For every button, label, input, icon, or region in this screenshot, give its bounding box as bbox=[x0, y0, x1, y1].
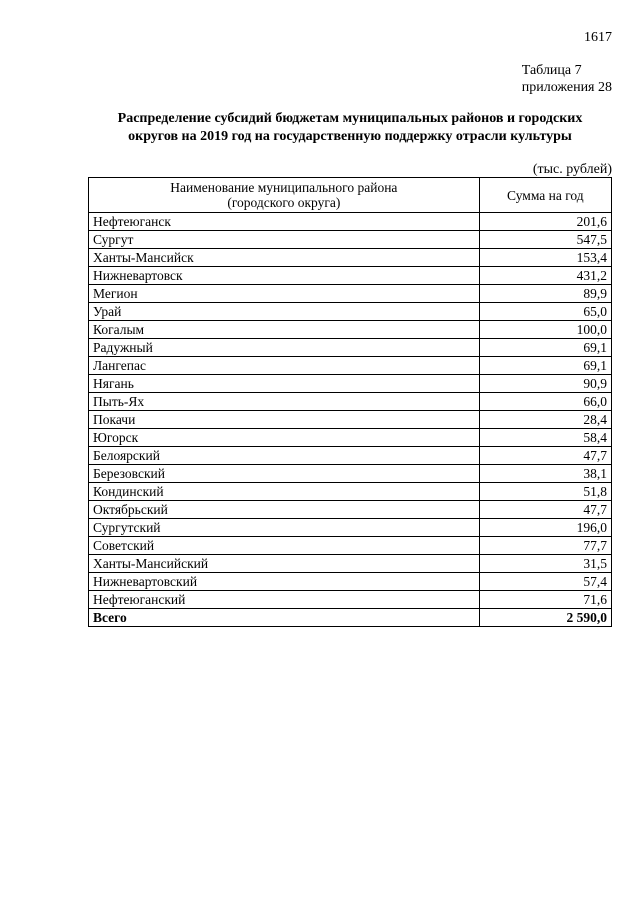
row-name: Нягань bbox=[89, 375, 480, 393]
table-row bbox=[89, 231, 612, 249]
row-sum: 28,4 bbox=[479, 411, 611, 429]
table-reference bbox=[522, 62, 612, 96]
table-reference-line2: приложения 28 bbox=[521, 80, 612, 95]
table-row bbox=[89, 465, 612, 483]
row-name: Сургут bbox=[89, 231, 480, 249]
header-name-line1: Наименование муниципального района bbox=[170, 180, 398, 195]
row-name: Березовский bbox=[89, 465, 480, 483]
row-name: Пыть-Ях bbox=[89, 393, 480, 411]
header-name-line2: (городского округа) bbox=[227, 195, 341, 210]
row-name: Радужный bbox=[89, 339, 480, 357]
row-sum: 58,4 bbox=[479, 429, 611, 447]
row-sum: 65,0 bbox=[479, 303, 611, 321]
table-reference-line1: Таблица 7 bbox=[521, 63, 582, 78]
table-row bbox=[89, 321, 612, 339]
header-name bbox=[89, 178, 480, 213]
row-sum: 66,0 bbox=[479, 393, 611, 411]
table-row bbox=[89, 375, 612, 393]
row-sum: 57,4 bbox=[479, 573, 611, 591]
row-sum: 51,8 bbox=[479, 483, 611, 501]
row-name: Нефтеюганск bbox=[89, 213, 480, 231]
table-row bbox=[89, 519, 612, 537]
document-title-line1: Распределение субсидий бюджетам муниципальных районов и городских bbox=[117, 111, 583, 126]
row-name: Белоярский bbox=[89, 447, 480, 465]
table-row bbox=[89, 267, 612, 285]
row-sum: 38,1 bbox=[479, 465, 611, 483]
row-sum: 47,7 bbox=[479, 447, 611, 465]
row-sum: 71,6 bbox=[479, 591, 611, 609]
row-name: Мегион bbox=[89, 285, 480, 303]
table-row bbox=[89, 555, 612, 573]
total-row bbox=[89, 609, 612, 627]
total-label: Всего bbox=[89, 609, 480, 627]
table-row bbox=[89, 429, 612, 447]
row-name: Когалым bbox=[89, 321, 480, 339]
row-sum: 31,5 bbox=[479, 555, 611, 573]
row-name: Урай bbox=[89, 303, 480, 321]
row-name: Лангепас bbox=[89, 357, 480, 375]
row-name: Ханты-Мансийский bbox=[89, 555, 480, 573]
row-sum: 47,7 bbox=[479, 501, 611, 519]
subsidy-table bbox=[88, 177, 612, 627]
table-row bbox=[89, 483, 612, 501]
row-name: Советский bbox=[89, 537, 480, 555]
row-name: Покачи bbox=[89, 411, 480, 429]
header-sum: Сумма на год bbox=[479, 178, 611, 213]
row-sum: 153,4 bbox=[479, 249, 611, 267]
row-sum: 201,6 bbox=[479, 213, 611, 231]
unit-label: (тыс. рублей) bbox=[532, 162, 612, 177]
row-name: Сургутский bbox=[89, 519, 480, 537]
row-sum: 77,7 bbox=[479, 537, 611, 555]
row-sum: 89,9 bbox=[479, 285, 611, 303]
row-name: Нижневартовский bbox=[89, 573, 480, 591]
table-row bbox=[89, 411, 612, 429]
table-row bbox=[89, 339, 612, 357]
table-row bbox=[89, 285, 612, 303]
row-sum: 196,0 bbox=[479, 519, 611, 537]
row-name: Октябрьский bbox=[89, 501, 480, 519]
table-header-row bbox=[89, 178, 612, 213]
total-sum: 2 590,0 bbox=[479, 609, 611, 627]
table-row bbox=[89, 537, 612, 555]
document-title bbox=[88, 110, 612, 146]
table-row bbox=[89, 447, 612, 465]
row-sum: 90,9 bbox=[479, 375, 611, 393]
table-row bbox=[89, 303, 612, 321]
table-row bbox=[89, 249, 612, 267]
table-row bbox=[89, 591, 612, 609]
row-name: Кондинский bbox=[89, 483, 480, 501]
document-title-line2: округов на 2019 год на государственную поддержку отрасли культуры bbox=[128, 129, 572, 144]
table-row bbox=[89, 393, 612, 411]
row-name: Нижневартовск bbox=[89, 267, 480, 285]
table-row bbox=[89, 357, 612, 375]
row-name: Ханты-Мансийск bbox=[89, 249, 480, 267]
row-sum: 431,2 bbox=[479, 267, 611, 285]
row-name: Нефтеюганский bbox=[89, 591, 480, 609]
page-number: 1617 bbox=[584, 30, 612, 45]
table-row bbox=[89, 501, 612, 519]
table-body bbox=[89, 213, 612, 609]
row-sum: 69,1 bbox=[479, 357, 611, 375]
row-sum: 69,1 bbox=[479, 339, 611, 357]
row-name: Югорск bbox=[89, 429, 480, 447]
table-row bbox=[89, 573, 612, 591]
table-row bbox=[89, 213, 612, 231]
row-sum: 100,0 bbox=[479, 321, 611, 339]
row-sum: 547,5 bbox=[479, 231, 611, 249]
